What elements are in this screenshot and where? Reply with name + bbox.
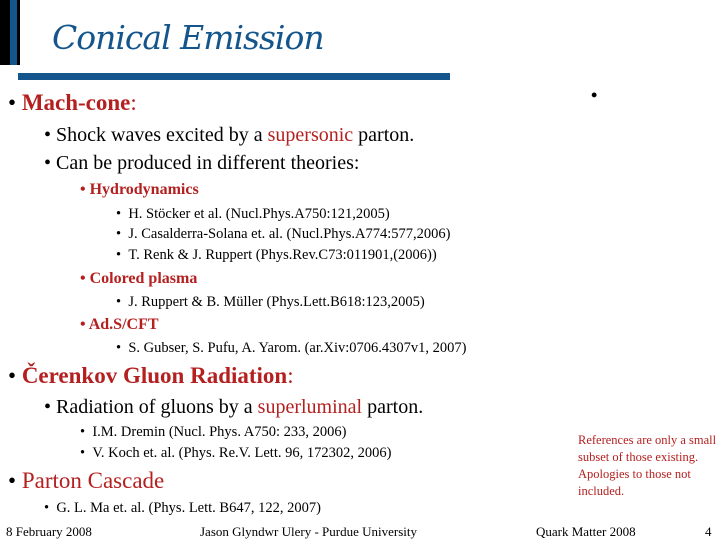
section-mach-cone [8,90,137,116]
footer-author: Jason Glyndwr Ulery - Purdue University [200,524,417,539]
theory-hydrodynamics: • Hydrodynamics [80,181,199,198]
footer-conference: Quark Matter 2008 [536,524,636,539]
reference-item: • S. Gubser, S. Pufu, A. Yarom. (ar.Xiv:0706.4307v1, 2007) [116,340,467,356]
text: parton. [353,124,415,146]
mach-item-shock [44,124,414,147]
theory-label: Ad.S/CFT [88,316,159,333]
footer-date: 8 February 2008 [6,524,92,539]
references-note: References are only a small subset of those existing. Apologies to those not included. [578,433,717,498]
theory-ads-cft: • Ad.S/CFT [80,316,159,333]
highlight-supersonic: supersonic [267,124,354,146]
bullet: • [8,90,22,115]
mach-item-theories [44,152,359,175]
mach-cone-label: Mach-cone [21,90,131,115]
mach-cone-colon: : [130,90,137,115]
reference-item: • J. Casalderra-Solana et. al. (Nucl.Phys.A774:577,2006) [116,226,451,242]
reference-item: • J. Ruppert & B. Müller (Phys.Lett.B618:123,2005) [116,294,425,310]
title-underline [18,73,450,80]
highlight-superluminal: superluminal [257,396,363,418]
reference-text: G. L. Ma et. al. (Phys. Lett. B647, 122, 2007) [56,500,321,516]
reference-text: H. Stöcker et al. (Nucl.Phys.A750:121,2005) [128,206,390,222]
cerenkov-item [44,396,423,419]
text: Can be produced in different theories: [56,152,360,174]
text: Radiation of gluons by a [56,396,258,418]
reference-text: S. Gubser, S. Pufu, A. Yarom. (ar.Xiv:0706.4307v1, 2007) [128,340,467,356]
reference-text: V. Koch et. al. (Phys. Re.V. Lett. 96, 172302, 2006) [92,445,392,461]
reference-item: • T. Renk & J. Ruppert (Phys.Rev.C73:011901,(2006)) [116,247,437,263]
reference-text: J. Casalderra-Solana et. al. (Nucl.Phys.A774:577,2006) [128,226,451,242]
reference-text: I.M. Dremin (Nucl. Phys. A750: 233, 2006) [92,424,347,440]
theory-colored-plasma: • Colored plasma [80,270,198,287]
section-cerenkov [8,363,294,389]
cerenkov-colon: : [287,363,294,388]
text: parton. [362,396,424,418]
reference-item: • V. Koch et. al. (Phys. Re.V. Lett. 96, 172302, 2006) [80,445,392,461]
bullet: • [44,396,57,418]
page-number: 4 [705,524,712,539]
bullet: • [44,124,57,146]
theory-label: Colored plasma [89,270,198,287]
bullet: • [44,152,57,174]
text: Shock waves excited by a [56,124,268,146]
slide-title: Conical Emission [52,18,324,57]
parton-cascade-label: Parton Cascade [21,468,165,493]
bullet: • [8,468,22,493]
theory-label: Hydrodynamics [89,181,199,198]
reference-text: T. Renk & J. Ruppert (Phys.Rev.C73:011901,(2006)) [128,247,437,263]
bullet: • [8,363,22,388]
reference-item: • I.M. Dremin (Nucl. Phys. A750: 233, 2006) [80,424,347,440]
reference-item: • H. Stöcker et al. (Nucl.Phys.A750:121,2005) [116,206,390,222]
sidebar-stripe [10,0,17,65]
stray-bullet: • [591,85,598,105]
section-parton-cascade [8,468,164,494]
reference-item: • G. L. Ma et. al. (Phys. Lett. B647, 122, 2007) [44,500,321,516]
cerenkov-label: Čerenkov Gluon Radiation [21,363,288,388]
reference-text: J. Ruppert & B. Müller (Phys.Lett.B618:123,2005) [128,294,425,310]
